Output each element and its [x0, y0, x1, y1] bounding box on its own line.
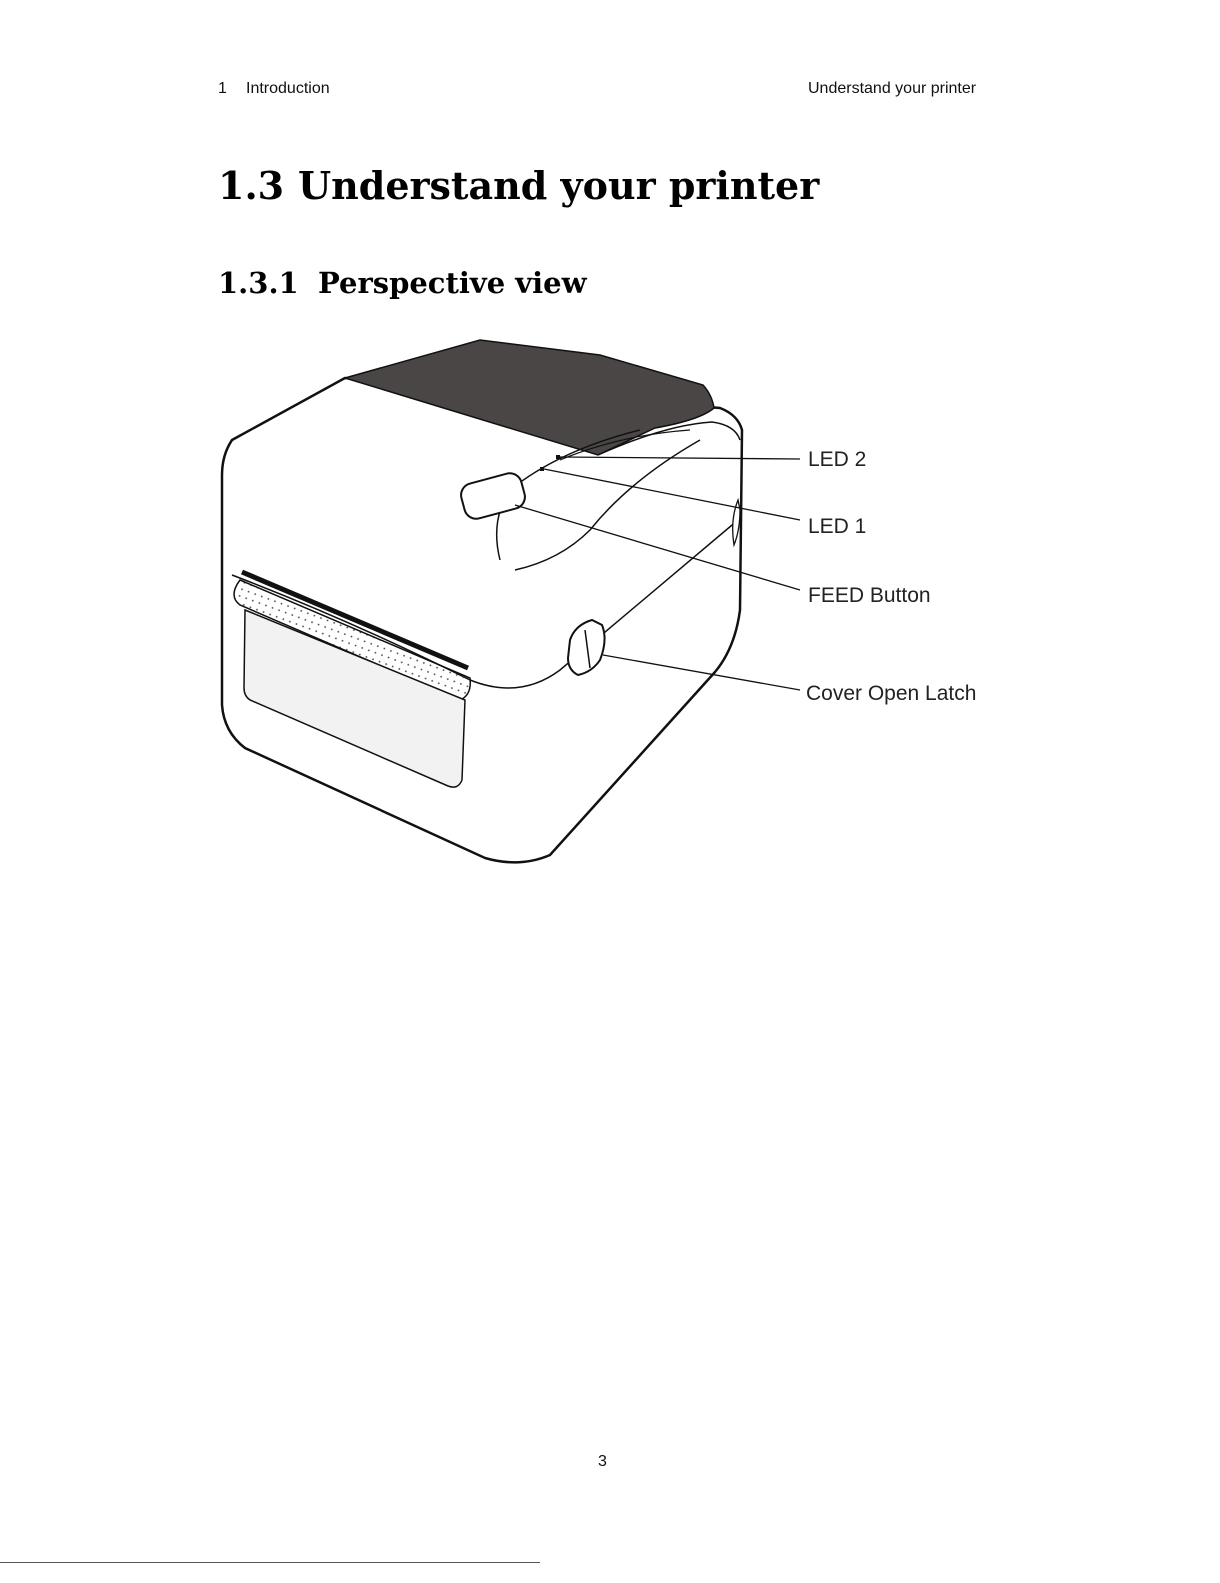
callout-feed-button: FEED Button	[808, 584, 931, 607]
subsection-title: Perspective view	[318, 266, 587, 300]
section-heading	[218, 163, 819, 208]
section-title: Understand your printer	[298, 163, 820, 208]
callout-led1: LED 1	[808, 515, 867, 538]
subsection-heading	[218, 266, 587, 300]
running-header-right: Understand your printer	[808, 80, 977, 97]
chapter-number: 1	[218, 80, 227, 97]
chapter-title: Introduction	[246, 80, 330, 97]
page-number: 3	[598, 1453, 607, 1470]
footer-rule	[0, 1562, 540, 1563]
section-number: 1.3	[218, 163, 285, 208]
led1-dot	[540, 467, 544, 471]
running-header-left	[218, 80, 330, 98]
callout-cover-open-latch: Cover Open Latch	[806, 682, 977, 705]
led2-dot	[556, 455, 560, 459]
subsection-number: 1.3.1	[218, 266, 299, 300]
callout-led2: LED 2	[808, 448, 867, 471]
